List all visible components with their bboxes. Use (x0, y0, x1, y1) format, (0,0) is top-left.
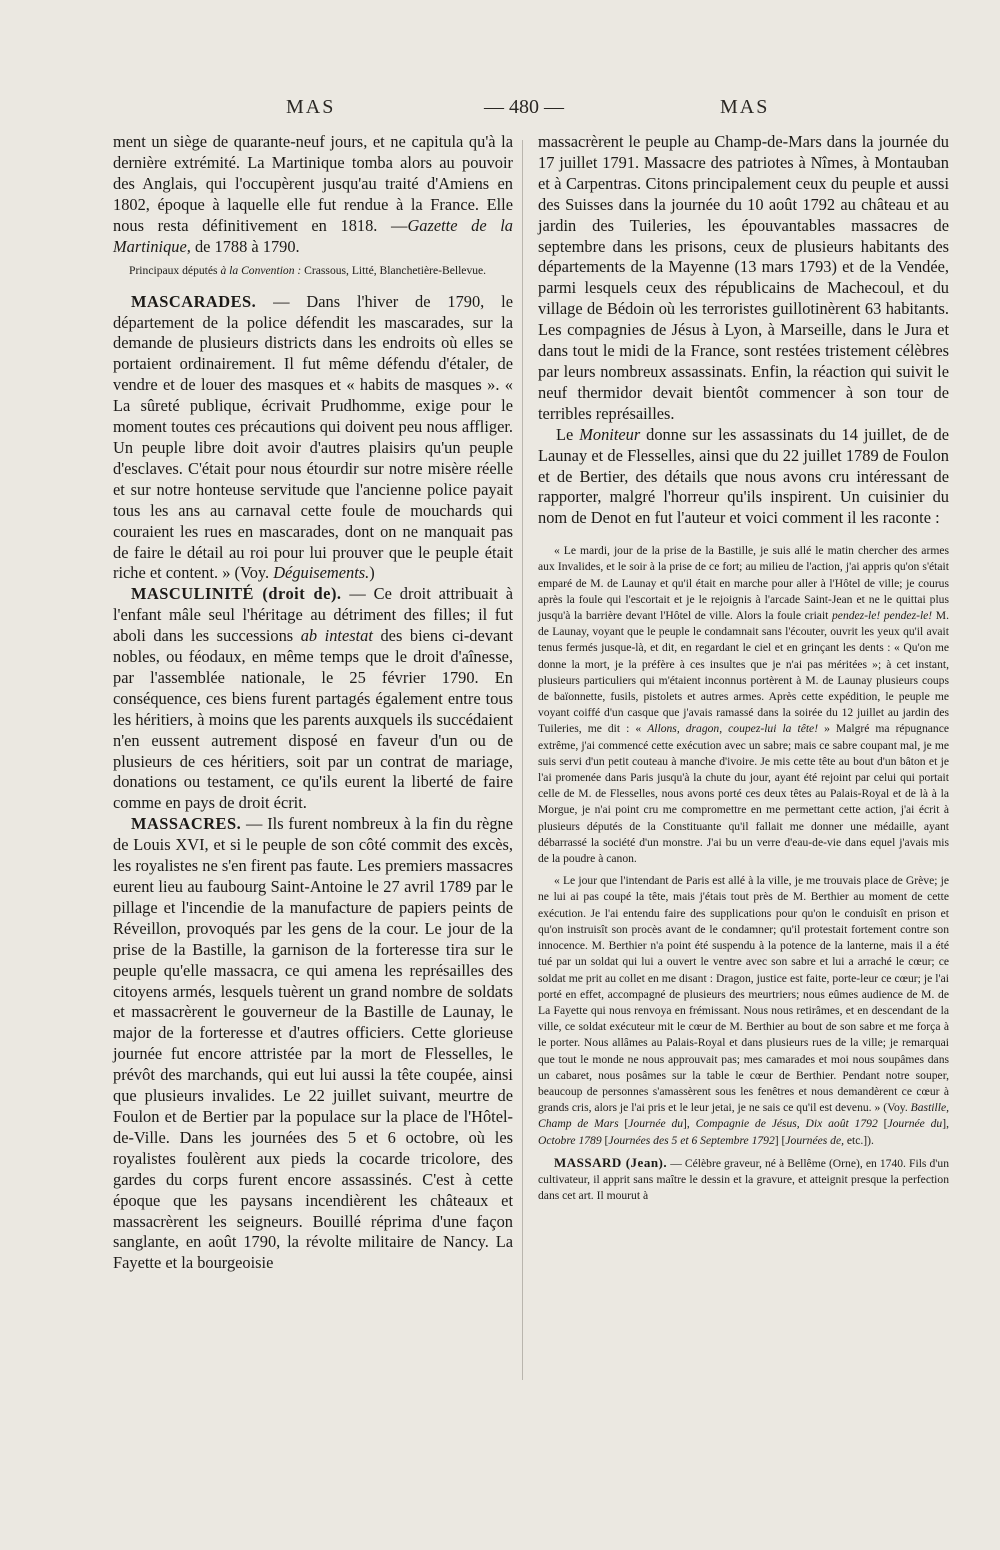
quote-denot-launay: « Le mardi, jour de la prise de la Bastille, je suis allé le matin chercher des armes aux Invalides, et le soir à la prise de ce fort; au milieu de l'action, j'ai appris qu'on s'était emparé de M. de Launay et qu'il était en marche pour aller à l'Hôtel de ville; je courus après la foule qui l'escortait et je le rejoignis à l'arcade Saint-Jean et ne le quittai plus jusqu'à la barrière devant l'Hôtel de ville. Alors la foule criait pendez-le! pendez-le! M. de Launay, voyant que le peuple le condamnait sans l'écouter, ouvrit les yeux qu'il avait tenus fermés jusque-là, et dit, en regardant le ciel et en grinçant les dents : « Qu'on me donne la mort, je la préfère à ces insultes que je n'ai pas méritées »; à cet instant, plusieurs particuliers qui m'étaient inconnus portèrent à M. de Launay plusieurs coups de baïonnette, fusils, pistolets et autres armes. Après cette expédition, le peuple me voyant coiffé d'un casque que j'avais ramassé dans la soirée du 12 juillet au jardin des Tuileries, me dit : « Allons, dragon, coupez-lui la tête! » Malgré ma répugnance extrême, j'ai commencé cette exécution avec un sabre; mais ce sabre coupant mal, je me suis servi d'un petit couteau à manche d'ivoire. Je mis cette tête au bout d'un bâton et je l'ai promenée dans Paris jusqu'à la chute du jour, ayant été rejoint par celui qui portait celle de M. de Flesselles, nous avons porté ces deux têtes au Palais-Royal et de là à la Morgue, je n'ai point cru me compromettre en me permettant cette action, j'ai écrit à plusieurs députés de la Constituante qu'il fallait me donner une médaille, ayant débarrassé la société d'un monstre. J'ai bu un verre d'eau-de-vie dans equel j'avais mis de la poudre à canon. (538, 544, 950, 866)
martinique-continuation: ment un siège de quarante-neuf jours, et ne capitula qu'à la dernière extrémité. La Martinique tomba alors au pouvoir des Anglais, qui l'occupèrent jusqu'au traité d'Amiens en 1802, époque à laquelle elle fut rendue à la France. Elle nous resta définitivement en 1818. —Gazette de la Martinique, de 1788 à 1790. (113, 132, 514, 256)
right-column (538, 132, 949, 1204)
quote-denot-berthier: « Le jour que l'intendant de Paris est allé à la ville, je me trouvais place de Grève; je ne lui ai pas coupé la tête, mais j'étais tout près de M. Berthier au moment de cette exécution. Je l'ai entendu faire des supplications pour qu'on le conduisît en prison et qu'on instruisît son procès avant de le condamner; qu'il protestait fortement contre son innocence. M. Berthier n'a point été suspendu à la potence de la lanterne, mais il a été tué par un soldat qui lui a ouvert le ventre avec son sabre et lui a arraché le cœur; ce soldat me prit au collet en me disant : Dragon, justice est faite, porte-leur ce cœur; je l'ai porté en effet, accompagné de plusieurs des meurtriers; nous eûmes audience de M. de La Fayette qui nous renvoya en frémissant. Nous nous retirâmes, et en descendant de la ville, ce soldat exécuteur mit le cœur de M. Berthier au bout de son sabre et me força à le porter. Nous allâmes au Palais-Royal et dans plusieurs rues de la ville; je remarquai que tout le monde ne nous approuvait pas; mes camarades et moi nous soupâmes dans un cabaret, nous posâmes sur la table le cœur de Berthier. Pendant notre souper, beaucoup de personnes s'amassèrent sous les fenêtres et nous demandèrent ce cœur à grands cris, alors je l'ai pris et le leur jetai, je ne sais ce qu'il est devenu. » (Voy. Bastille, Champ de Mars [Journée du], Compagnie de Jésus, Dix août 1792 [Journée du], Octobre 1789 [Journées des 5 et 6 Septembre 1792] [Journées de, etc.]). (538, 874, 949, 1147)
entry-mascarades: MASCARADES. — Dans l'hiver de 1790, le département de la police défendit les mascarades, sur la demande de plusieurs districts dans les endroits où elles se portaient ordinairement. Il fut même défendu d'étaler, de vendre et de louer des masques et « habits de masques ». « La sûreté publique, écrivait Prudhomme, exige pour le moment toutes ces précautions qui doivent peu nous affliger. Un peuple libre doit avoir d'autres plaisirs qu'un peuple d'esclaves. C'était pour nous étourdir sur notre misère réelle et sur notre honteuse servitude que l'ancienne police payait tous les ans au carnaval cette foule de mouchards qui couraient les rues en mascarades, dont on ne manquait pas de faire le détail au roi pour lui prouver que le peuple était riche et content. » (Voy. Déguisements.) (113, 291, 513, 583)
moniteur-paragraph: Le Moniteur donne sur les assassinats du 14 juillet, de de Launay et de Flesselles, ainsi que du 22 juillet 1789 de Foulon et de Bertier, des détails que nous avons cru intéressant de rapporter, malgré l'horreur qu'ils inspirent. Un cuisinier du nom de Denot en fut l'auteur et voici comment il les raconte : (538, 424, 949, 528)
entry-massard: MASSARD (Jean). — Célèbre graveur, né à Bellême (Orne), en 1740. Fils d'un cultivateur, il apprit sans maître le dessin et la gravure, et atteignit presque la perfection dans cet art. Il mourut à (538, 1154, 949, 1203)
headword-mascarades: MASCARADES. (131, 291, 257, 311)
spacer (113, 280, 513, 292)
left-column (113, 132, 513, 1274)
running-head-left: MAS (286, 96, 336, 118)
massacres-continuation: massacrèrent le peuple au Champ-de-Mars dans la journée du 17 juillet 1791. Massacre des patriotes à Nîmes, à Montauban et à Carpentras. Citons principalement ceux du peuple et aussi des Suisses dans la journée du 10 août 1792 au château et au jardin des Tuileries, les épouvantables massacres de septembre dans les prisons, ceux de plusieurs habitants des départements de la Mayenne (13 mars 1793) et de la Vendée, parmi lesquels ceux des républicains de Machecoul, et du village de Bédoin où les terroristes guillotinèrent 63 habitants. Les compagnies de Jésus à Lyon, à Marseille, dans le Jura et dans tout le midi de la France, sont restées tristement célèbres par leurs nombreux assassinats. Enfin, la réaction qui suivit le neuf thermidor devait bientôt commencer à son tour de terribles représailles. (538, 132, 949, 423)
running-head (0, 96, 1000, 126)
entry-masculinite: MASCULINITÉ (droit de). — Ce droit attribuait à l'enfant mâle seul l'héritage au détriment des filles; il fut aboli dans les successions ab intestat des biens ci-devant nobles, ou féodaux, en même temps que le droit d'aînesse, par l'assemblée nationale, le 25 février 1790. En conséquence, ces biens furent partagés également entre tous les héritiers, à moins que les parents auxquels ils succédaient n'en eussent autrement disposé en faveur d'un ou de plusieurs de ces héritiers, soit par un contrat de mariage, donations ou testament, ce qu'ils eurent la liberté de faire comme en pays de droit écrit. (113, 584, 513, 813)
deputes-note: Principaux députés à la Convention : Crassous, Litté, Blanchetière-Bellevue. (129, 264, 487, 278)
column-divider (522, 140, 523, 1380)
headword-massard: MASSARD (554, 1154, 622, 1170)
spacer (538, 529, 949, 537)
running-head-right: MAS (720, 96, 770, 118)
headword-massacres: MASSACRES. (131, 814, 242, 834)
entry-massacres: MASSACRES. — Ils furent nombreux à la fin du règne de Louis XVI, et si le peuple de son côté commit des excès, les royalistes ne s'en firent pas faute. Les premiers massacres eurent lieu au faubourg Saint-Antoine le 27 avril 1789 par le pillage et l'incendie de la manufacture de papiers peints de Réveillon, provoqués par les gens de la cour. Le jour de la prise de la Bastille, la garnison de la forteresse tira sur le peuple qu'elle massacra, ce qui amena les représailles des citoyens armés, lesquels tuèrent un grand nombre de soldats et massacrèrent le gouverneur de la Bastille de Launay, le major de la forteresse et d'autres officiers. Cette glorieuse journée fut encore attristée par la mort de Flesselles, le prévôt des marchands, qui eut lui aussi la tête coupée, ainsi que plusieurs invalides. Le 22 juillet suivant, meurtre de Foulon et de Bertier par la populace sur la place de l'Hôtel-de-Ville. Dans les journées des 5 et 6 octobre, où les royalistes foulèrent aux pieds la cocarde tricolore, des gardes du corps furent encore assassinés. C'est à cette époque que les paysans incendièrent les châteaux et massacrèrent les seigneurs. Bouillé réprima d'une façon sanglante, en août 1790, la révolte militaire de Nancy. La Fayette et la bourgeoisie (113, 814, 513, 1273)
headword-masculinite: MASCULINITÉ (131, 584, 254, 604)
page-number: — 480 — (484, 96, 564, 118)
